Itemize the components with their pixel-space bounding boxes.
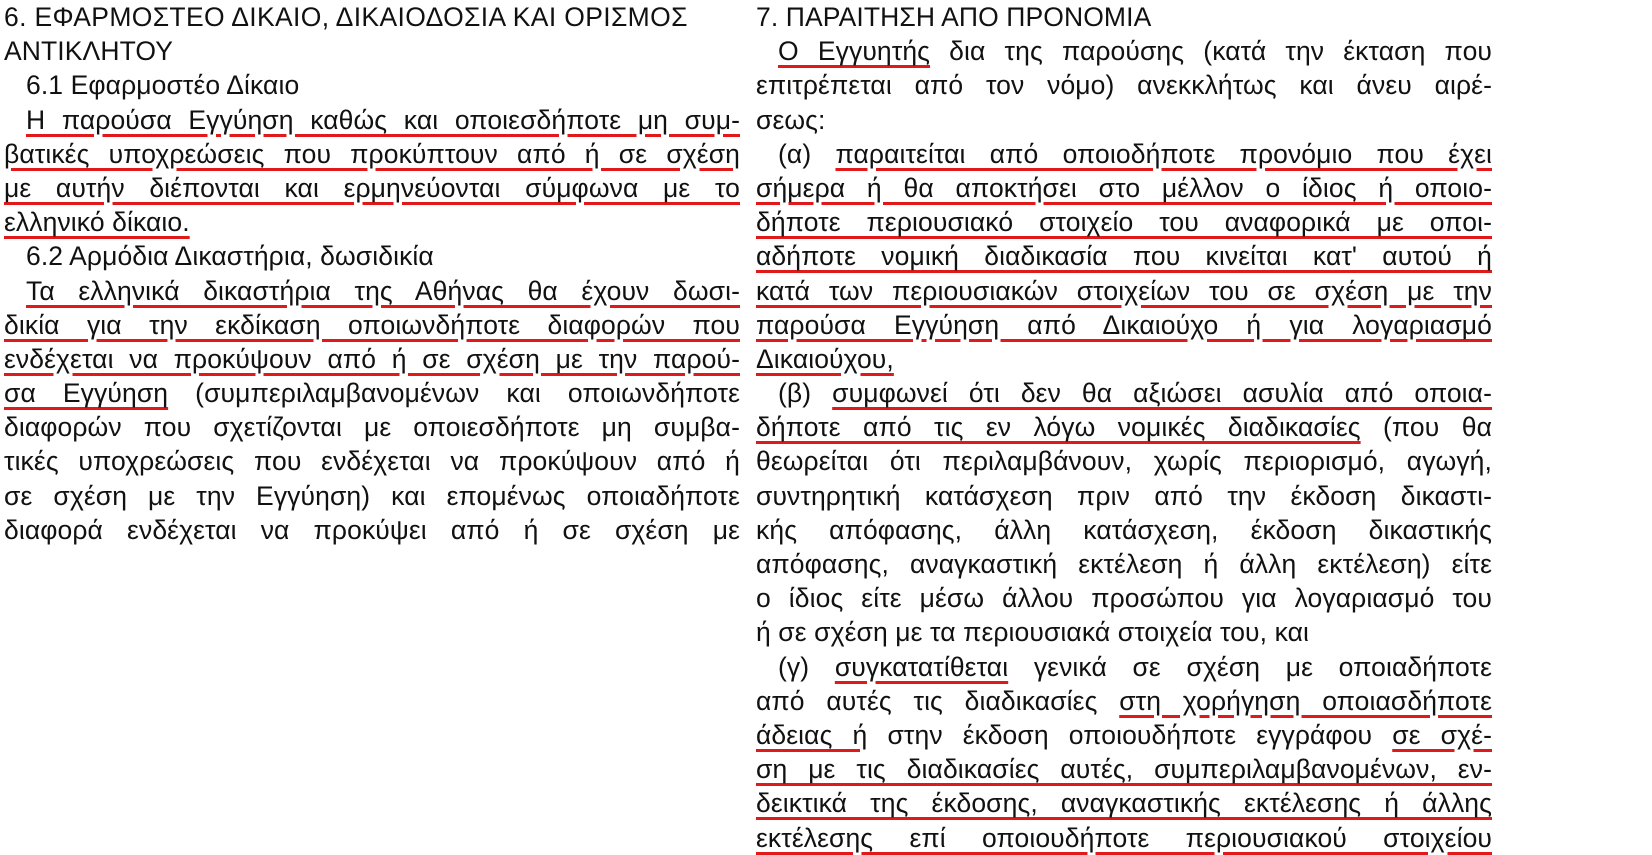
item-a-line-4: αδήποτε νομική διαδικασία που κινείται κατ' αυτού ή [756, 241, 1492, 272]
item-c-line-2-underlined: στη χορήγηση οποιασδήποτε [1119, 685, 1493, 716]
item-b-line-3: θεωρείται ότι περιλαμβάνουν, χωρίς περιορισμό, αγωγή, [756, 446, 1492, 477]
item-b-line-7: ο ίδιος είτε μέσω άλλου προσώπου για λογαριασμό του [756, 583, 1492, 614]
item-b-line-1 [756, 376, 1492, 410]
item-c-line-1-rest: γενικά σε σχέση με οποιαδήποτε [1008, 651, 1493, 682]
section-6-2-body-line-4 [4, 376, 740, 410]
item-b-line-2-rest: (που θα [1360, 412, 1492, 443]
item-c-line-2 [756, 684, 1492, 718]
section-6-2-body-line-2: δικία για την εκδίκαση οποιωνδήποτε διαφορών που [4, 309, 740, 340]
right-column [756, 0, 1492, 855]
item-c-line-3-middle: στην έκδοση οποιουδήποτε εγγράφου [867, 719, 1393, 750]
item-b-line-8: ή σε σχέση με τα περιουσιακά στοιχεία του, και [756, 617, 1309, 648]
intro-line-2: επιτρέπεται από τον νόμο) ανεκκλήτως και άνευ αιρέ- [756, 70, 1492, 101]
item-a-line-3: δήποτε περιουσιακό στοιχείο του αναφορικά με οποι- [756, 207, 1492, 238]
item-a-line-1 [756, 137, 1492, 171]
item-a-marker: (α) [778, 138, 836, 169]
item-b-line-4: συντηρητική κατάσχεση πριν από την έκδοση δικαστι- [756, 480, 1492, 511]
item-c-line-3-underlined-b: σε σχέ- [1392, 719, 1492, 750]
section-6-2-body-line-8-cutoff: διαφορά ενδέχεται να προκύψει από ή σε σχέση με [4, 514, 740, 545]
item-a-line-2: σήμερα ή θα αποκτήσει στο μέλλον ο ίδιος ή οποιο- [756, 172, 1492, 203]
section-6-2-body-line-5: διαφορών που σχετίζονται με οποιεσδήποτε μη συμβα- [4, 412, 740, 443]
intro-line-1 [756, 34, 1492, 68]
item-a-line-7-text: Δικαιούχου, [756, 343, 894, 374]
item-c-line-3-underlined-a: άδειας ή [756, 719, 868, 750]
section-7-heading: 7. ΠΑΡΑΙΤΗΣΗ ΑΠΟ ΠΡΟΝΟΜΙΑ [756, 2, 1152, 32]
item-c-line-3 [756, 718, 1492, 752]
item-c-line-4: ση με τις διαδικασίες αυτές, συμπεριλαμβανομένων, εν- [756, 754, 1492, 785]
section-6-heading-line-1: 6. ΕΦΑΡΜΟΣΤΕΟ ΔΙΚΑΙΟ, ΔΙΚΑΙΟΔΟΣΙΑ ΚΑΙ ΟΡΙΣΜΟΣ [4, 2, 688, 32]
item-a-line-5: κατά των περιουσιακών στοιχείων του σε σχέση με την [756, 275, 1492, 306]
intro-line-1-rest: δια της παρούσης (κατά την έκταση που [930, 36, 1493, 67]
item-c-line-6: εκτέλεσης επί οποιουδήποτε περιουσιακού στοιχείου [756, 822, 1492, 853]
section-6-2-body-line-4-rest: (συμπεριλαμβανομένων και οποιωνδήποτε [168, 378, 740, 409]
item-c-line-1 [756, 650, 1492, 684]
intro-line-1-underlined: Ο Εγγυητής [778, 36, 931, 67]
section-6-1-body-line-4 [4, 205, 740, 239]
section-6-2-body-line-1: Τα ελληνικά δικαστήρια της Αθήνας θα έχουν δωσι- [26, 275, 740, 306]
section-6-2-body-line-7: σε σχέση με την Εγγύηση) και επομένως οποιαδήποτε [4, 480, 740, 511]
section-6-2-body-line-4-underlined: σα Εγγύηση [4, 378, 169, 409]
item-b-line-2-underlined: δήποτε από τις εν λόγω νομικές διαδικασίες [756, 412, 1361, 443]
item-a-line-7 [756, 342, 1492, 376]
section-6-heading-line-2: ΑΝΤΙΚΛΗΤΟΥ [4, 36, 174, 67]
section-6-1-body-line-3: με αυτήν διέπονται και ερμηνεύονται σύμφωνα με το [4, 172, 740, 203]
section-6-1-title: 6.1 Εφαρμοστέο Δίκαιο [26, 70, 300, 101]
item-c-line-5: δεικτικά της έκδοσης, αναγκαστικής εκτέλεσης ή άλλης [756, 788, 1492, 819]
item-a-line-1-text: παραιτείται από οποιοδήποτε προνόμιο που έχει [835, 138, 1492, 169]
item-b-line-1-text: συμφωνεί ότι δεν θα αξιώσει ασυλία από οποια- [832, 378, 1493, 409]
section-6-2-body-line-3: ενδέχεται να προκύψουν από ή σε σχέση με την παρού- [4, 343, 740, 374]
intro-line-3: σεως: [756, 104, 826, 135]
item-b-line-6: απόφασης, αναγκαστική εκτέλεση ή άλλη εκτέλεση) είτε [756, 549, 1492, 579]
item-c-line-1-underlined: συγκατατίθεται [834, 651, 1009, 682]
item-c-line-2-start: από αυτές τις διαδικασίες [756, 685, 1120, 716]
item-b-marker: (β) [778, 378, 833, 409]
item-b-line-2 [756, 410, 1492, 444]
section-6-1-body-line-1: Η παρούσα Εγγύηση καθώς και οποιεσδήποτε μη συμ- [26, 104, 740, 135]
section-6-1-body-line-4-text: ελληνικό δίκαιο. [4, 207, 190, 238]
left-column [4, 0, 740, 545]
section-6-2-title: 6.2 Αρμόδια Δικαστήρια, δωσιδικία [26, 241, 434, 272]
section-6-2-body-line-6: τικές υποχρεώσεις που ενδέχεται να προκύψουν από ή [4, 446, 740, 477]
item-b-line-5: κής απόφασης, άλλη κατάσχεση, έκδοση δικαστικής [756, 514, 1492, 545]
section-6-1-body-line-2: βατικές υποχρεώσεις που προκύπτουν από ή σε σχέση [4, 138, 740, 169]
item-a-line-6: παρούσα Εγγύηση από Δικαιούχο ή για λογαριασμό [756, 309, 1492, 340]
item-c-marker: (γ) [778, 651, 835, 682]
